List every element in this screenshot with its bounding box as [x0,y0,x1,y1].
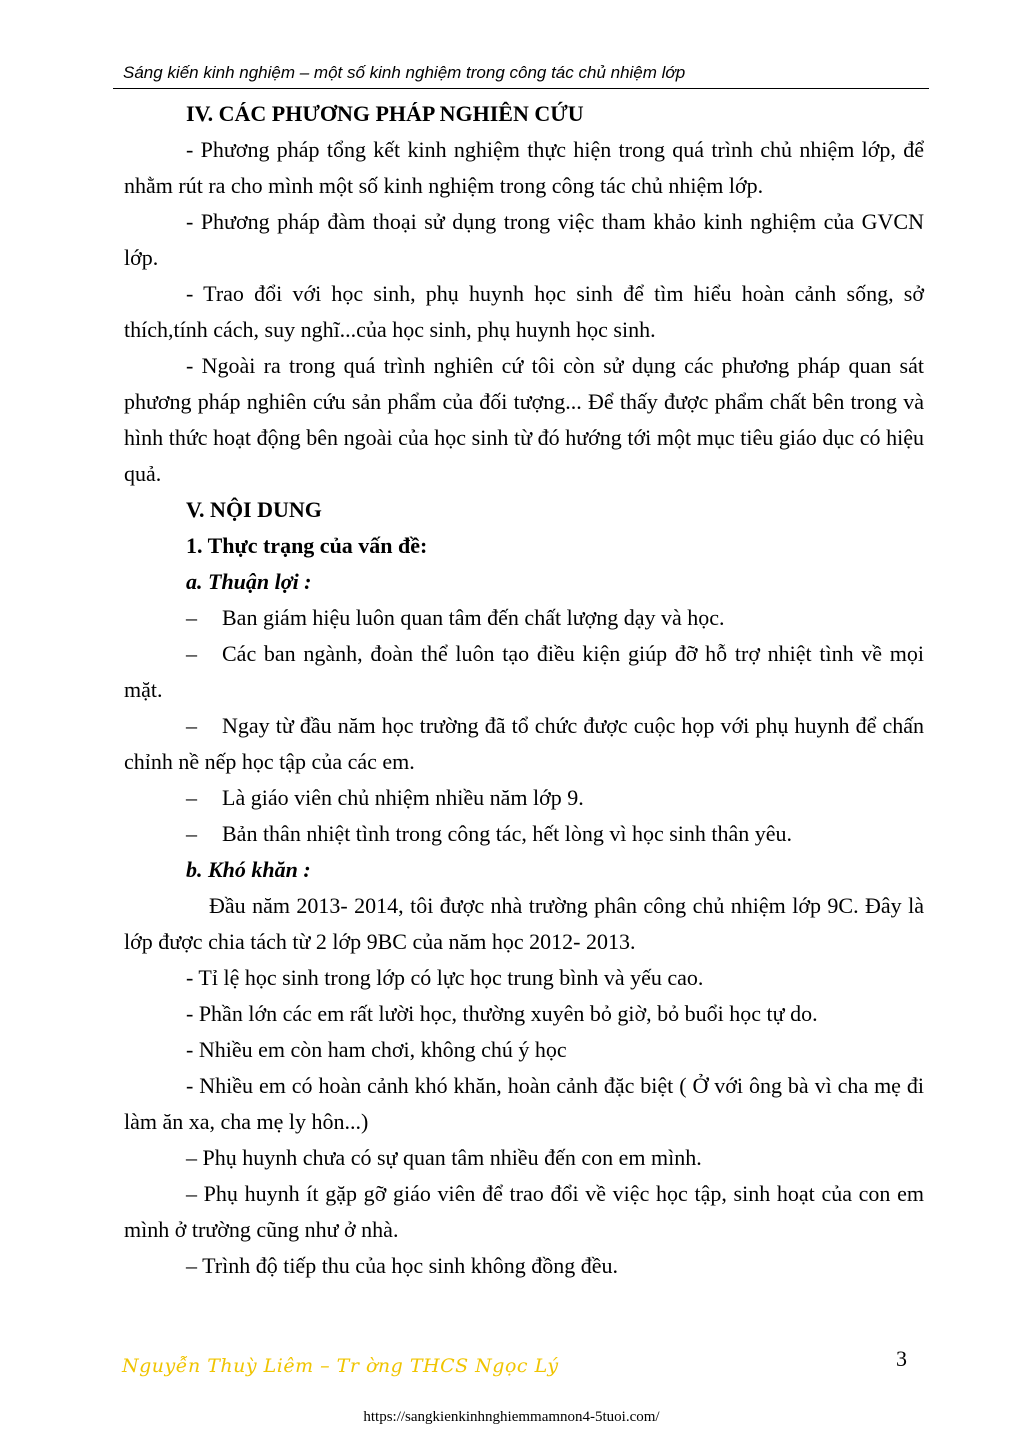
section-heading-methods: IV. CÁC PHƯƠNG PHÁP NGHIÊN CỨU [186,101,584,126]
section-heading-content: V. NỘI DUNG [186,497,322,522]
author-signature: Nguyễn Thuỳ Liêm – Tr ờng THCS Ngọc Lý [122,1355,559,1377]
list-item-text: Các ban ngành, đoàn thể luôn tạo điều kiện giúp đỡ hỗ trợ nhiệt tình về mọi mặt. [124,641,924,702]
list-item-text: Ban giám hiệu luôn quan tâm đến chất lượng dạy và học. [222,605,725,630]
paragraph: Đầu năm 2013- 2014, tôi được nhà trường phân công chủ nhiệm lớp 9C. Đây là lớp được chia tách từ 2 lớp 9BC của năm học 2012- 2013. [124,893,924,954]
list-item [124,708,924,780]
header-divider [113,88,929,89]
list-item-text: Bản thân nhiệt tình trong công tác, hết lòng vì học sinh thân yêu. [222,821,793,846]
running-header: Sáng kiến kinh nghiệm – một số kinh nghiệm trong công tác chủ nhiệm lớp [123,63,686,82]
list-item-text: Ngay từ đầu năm học trường đã tổ chức được cuộc họp với phụ huynh để chấn chỉnh nề nếp học tập của các em. [124,713,924,774]
paragraph: - Phương pháp đàm thoại sử dụng trong việc tham khảo kinh nghiệm của GVCN lớp. [124,209,924,270]
list-item: - Nhiều em còn ham chơi, không chú ý học [186,1037,567,1062]
dash-bullet: – [186,641,197,666]
subsection-heading: 1. Thực trạng của vấn đề: [186,533,428,558]
difficulties-heading: b. Khó khăn : [186,857,311,882]
paragraph: - Ngoài ra trong quá trình nghiên cứ tôi còn sử dụng các phương pháp quan sát phương pháp nghiên cứu sản phẩm của đối tượng... Để thấy được phẩm chất bên trong và hình thức hoạt động bên ngoài của học sinh từ đó hướng tới một mục tiêu giáo dục có hiệu quả. [124,353,924,486]
list-item: - Tỉ lệ học sinh trong lớp có lực học trung bình và yếu cao. [186,965,704,990]
document-body [124,96,924,1284]
list-item: – Phụ huynh chưa có sự quan tâm nhiều đến con em mình. [186,1145,702,1170]
source-url: https://sangkienkinhnghiemmamnon4-5tuoi.com/ [363,1409,660,1425]
dash-bullet: – [186,821,197,846]
dash-bullet: – [186,713,197,738]
list-item: – Phụ huynh ít gặp gỡ giáo viên để trao đổi về việc học tập, sinh hoạt của con em mình ở trường cũng như ở nhà. [124,1181,924,1242]
paragraph: - Trao đổi với học sinh, phụ huynh học sinh để tìm hiểu hoàn cảnh sống, sở thích,tính cách, suy nghĩ...của học sinh, phụ huynh học sinh. [124,281,924,342]
list-item: - Phần lớn các em rất lười học, thường xuyên bỏ giờ, bỏ buổi học tự do. [186,1001,818,1026]
list-item [124,636,924,708]
page-number: 3 [896,1346,907,1371]
list-item [124,780,924,816]
list-item [124,600,924,636]
list-item: – Trình độ tiếp thu của học sinh không đồng đều. [186,1253,619,1278]
dash-bullet: – [186,605,197,630]
paragraph: - Phương pháp tổng kết kinh nghiệm thực hiện trong quá trình chủ nhiệm lớp, để nhằm rút ra cho mình một số kinh nghiệm trong công tác chủ nhiệm lớp. [124,137,924,198]
list-item-text: Là giáo viên chủ nhiệm nhiều năm lớp 9. [222,785,584,810]
dash-bullet: – [186,785,197,810]
list-item: - Nhiều em có hoàn cảnh khó khăn, hoàn cảnh đặc biệt ( Ở với ông bà vì cha mẹ đi làm ăn xa, cha mẹ ly hôn...) [124,1073,924,1134]
list-item [124,816,924,852]
advantages-heading: a. Thuận lợi : [186,569,312,594]
